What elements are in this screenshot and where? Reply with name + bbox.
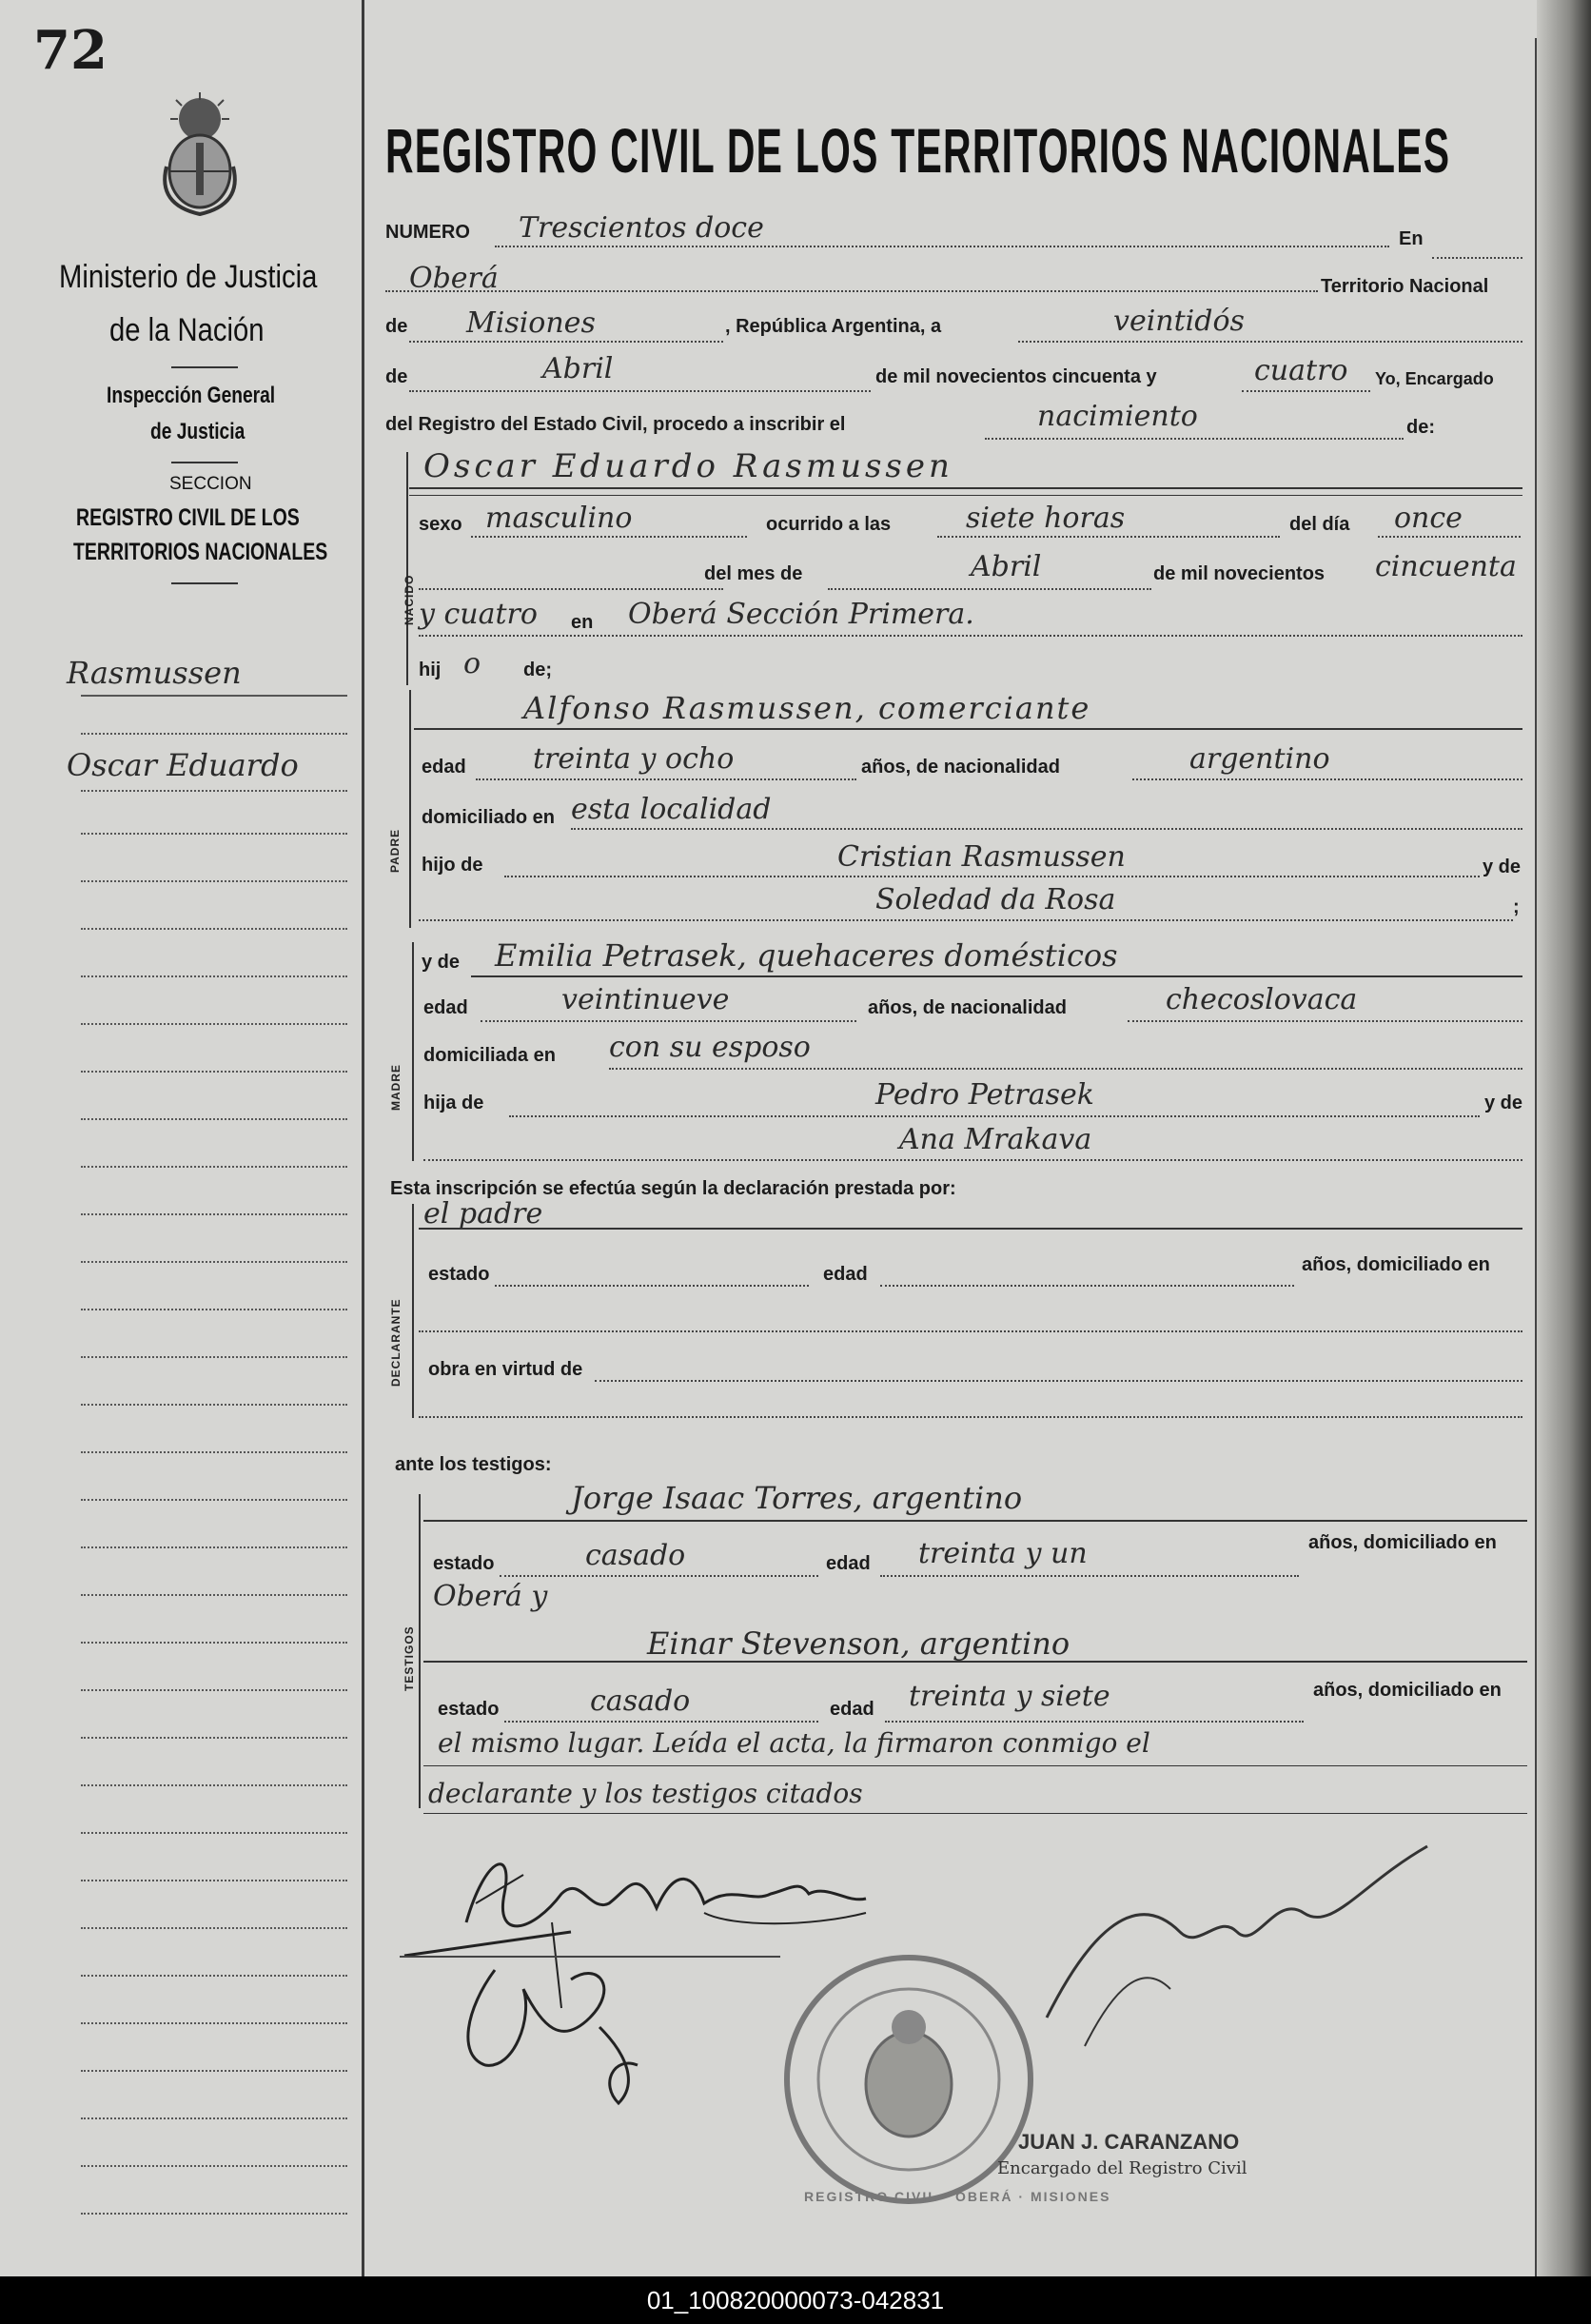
madre-domiciliada-label: domiciliada en xyxy=(423,1045,556,1066)
madre-edad-line xyxy=(481,1020,856,1022)
padre-father-line xyxy=(504,876,1480,877)
dia-line xyxy=(1378,536,1521,538)
nacido-en-label: en xyxy=(571,612,594,633)
seal-text: REGISTRO CIVIL · OBERÁ · MISIONES xyxy=(804,2189,1111,2204)
nacido-line-2a xyxy=(419,588,723,590)
section-line2: TERRITORIOS NACIONALES xyxy=(73,539,328,565)
madre-name: Emilia Petrasek, quehaceres domésticos xyxy=(495,937,1118,974)
declarante-name: el padre xyxy=(423,1197,543,1231)
right-border xyxy=(1535,38,1537,2276)
declarante-line-2 xyxy=(419,1330,1522,1332)
declarante-name-line xyxy=(419,1228,1522,1230)
witness-1-domicilio: Oberá y xyxy=(433,1580,548,1613)
nacido-place-value: Oberá Sección Primera. xyxy=(628,598,974,631)
sexo-line xyxy=(471,536,747,538)
closing-line-2: declarante y los testigos citados xyxy=(428,1778,863,1809)
ministry-line1: Ministerio de Justicia xyxy=(59,259,318,295)
inspection-line2: de Justicia xyxy=(150,419,246,444)
declarante-obra-label: obra en virtud de xyxy=(428,1359,583,1380)
sig-area-line-1 xyxy=(400,1956,780,1958)
padre-edad-label: edad xyxy=(422,757,466,778)
main-title: REGISTRO CIVIL DE LOS TERRITORIOS NACIONALES xyxy=(385,115,1451,186)
del-dia-label: del día xyxy=(1289,514,1350,535)
day-line xyxy=(1018,341,1522,343)
del-mes-label: del mes de xyxy=(704,563,803,584)
witness-1-line xyxy=(423,1520,1527,1522)
declarante-anos-label: años, domiciliado en xyxy=(1302,1254,1490,1275)
ocurrido-label: ocurrido a las xyxy=(766,514,892,535)
left-divider-2 xyxy=(171,462,238,463)
madre-bracket xyxy=(412,942,414,1161)
mil-label: de mil novecientos xyxy=(1153,563,1326,584)
testigos-edad-label: edad xyxy=(826,1553,871,1574)
testigos-intro: ante los testigos: xyxy=(395,1454,552,1475)
year-value: cuatro xyxy=(1254,354,1348,387)
numero-label: NUMERO xyxy=(385,222,470,243)
numero-line xyxy=(495,246,1389,247)
en-label: En xyxy=(1399,228,1424,249)
padre-nacionalidad-label: años, de nacionalidad xyxy=(861,757,1060,778)
act-line xyxy=(985,438,1404,440)
sexo-label: sexo xyxy=(419,514,462,535)
inspection-line1: Inspección General xyxy=(107,383,276,408)
madre-section-label: MADRE xyxy=(389,1064,403,1111)
padre-domiciliado-label: domiciliado en xyxy=(422,807,556,828)
territory-line xyxy=(409,341,723,343)
madre-name-line xyxy=(471,975,1522,977)
witness-1-edad: treinta y un xyxy=(918,1537,1088,1570)
ministry-line2: de la Nación xyxy=(109,312,265,348)
nacido-place-line xyxy=(419,635,1522,637)
de-label: de xyxy=(385,316,408,337)
madre-mother-line xyxy=(423,1159,1522,1161)
declarante-estado-label: estado xyxy=(428,1264,490,1285)
declarante-bracket xyxy=(412,1204,414,1418)
hij-value: o xyxy=(463,647,481,680)
testigos-edad-label-2: edad xyxy=(830,1699,874,1720)
testigos-section-label: TESTIGOS xyxy=(403,1625,416,1691)
nacido-name-line xyxy=(409,487,1522,489)
nacido-section-label: NACIDO xyxy=(403,574,416,625)
witness-1-edad-line xyxy=(880,1575,1299,1577)
padre-edad-line xyxy=(476,778,856,780)
dia-value: once xyxy=(1394,502,1463,535)
madre-mother-value: Ana Mrakava xyxy=(899,1123,1092,1156)
madre-father-value: Pedro Petrasek xyxy=(875,1078,1094,1112)
section-label: SECCION xyxy=(169,474,252,494)
section-line1: REGISTRO CIVIL DE LOS xyxy=(76,504,300,531)
republica-label: , República Argentina, a xyxy=(725,316,942,337)
witness-1: Jorge Isaac Torres, argentino xyxy=(571,1480,1023,1516)
image-id-footer: 01_100820000073-042831 xyxy=(0,2276,1591,2324)
madre-yde-label-2: y de xyxy=(1484,1093,1523,1113)
de-colon: de: xyxy=(1406,417,1435,438)
witness-2-line xyxy=(423,1661,1527,1663)
madre-yde-label: y de xyxy=(422,952,461,973)
month-value: Abril xyxy=(542,352,614,385)
testigos-estado-label: estado xyxy=(433,1553,495,1574)
padre-semicolon: ; xyxy=(1513,896,1520,917)
en-line xyxy=(1432,257,1522,259)
mes-value: Abril xyxy=(971,550,1042,583)
closing-line-1: el mismo lugar. Leída el acta, la firmaron conmigo el xyxy=(438,1727,1150,1759)
year-label: de mil novecientos cincuenta y xyxy=(875,366,1157,387)
testigos-bracket xyxy=(419,1494,421,1808)
testigos-anos-label: años, domiciliado en xyxy=(1308,1532,1497,1553)
declarante-section-label: DECLARANTE xyxy=(389,1298,403,1387)
padre-name: Alfonso Rasmussen, comerciante xyxy=(523,690,1091,726)
padre-edad-value: treinta y ocho xyxy=(533,742,735,776)
padre-mother-value: Soledad da Rosa xyxy=(875,883,1116,916)
madre-domicilio-value: con su esposo xyxy=(609,1031,811,1064)
act-type: nacimiento xyxy=(1037,400,1198,433)
numero-value: Trescientos doce xyxy=(519,211,764,245)
witness-2-edad-line xyxy=(885,1721,1304,1723)
madre-edad-label: edad xyxy=(423,997,468,1018)
place-value: Oberá xyxy=(409,262,499,295)
year-line xyxy=(1242,390,1370,392)
hij-label: hij xyxy=(419,660,442,680)
official-title: Encargado del Registro Civil xyxy=(997,2158,1247,2178)
nacido-full-name: Oscar Eduardo Rasmussen xyxy=(423,447,953,485)
padre-hijo-de-label: hijo de xyxy=(422,855,483,876)
declarante-edad-line xyxy=(880,1285,1294,1287)
sexo-value: masculino xyxy=(485,502,633,535)
hour-line xyxy=(937,536,1280,538)
madre-nacionalidad-label: años, de nacionalidad xyxy=(868,997,1067,1018)
yo-label: Yo, Encargado xyxy=(1375,369,1494,388)
padre-domicilio-line xyxy=(571,828,1522,830)
madre-edad-value: veintinueve xyxy=(561,983,730,1016)
madre-father-line xyxy=(509,1115,1480,1117)
left-given-names: Oscar Eduardo xyxy=(67,747,299,783)
left-divider-3 xyxy=(171,582,238,584)
madre-nacionalidad-value: checoslovaca xyxy=(1166,983,1358,1016)
nacido-name-line-2 xyxy=(409,495,1522,496)
witness-1-estado-line xyxy=(500,1575,818,1577)
declarante-edad-label: edad xyxy=(823,1264,868,1285)
book-edge xyxy=(1537,0,1591,2276)
testigos-estado-label-2: estado xyxy=(438,1699,500,1720)
nacido-de-label: de; xyxy=(523,660,552,680)
mes-line xyxy=(828,588,1151,590)
de-label-2: de xyxy=(385,366,408,387)
nacido-year-value: cincuenta xyxy=(1375,550,1517,583)
closing-rule-2 xyxy=(423,1813,1527,1814)
madre-nacionalidad-line xyxy=(1128,1020,1522,1022)
procedo-label: del Registro del Estado Civil, procedo a inscribir el xyxy=(385,414,846,435)
witness-2-edad: treinta y siete xyxy=(909,1680,1110,1713)
nacido-year-value-2: y cuatro xyxy=(419,598,538,631)
declarante-intro: Esta inscripción se efectúa según la declaración prestada por: xyxy=(390,1178,956,1199)
padre-nacionalidad-value: argentino xyxy=(1189,742,1330,776)
territorio-label: Territorio Nacional xyxy=(1321,276,1489,297)
witness-2-estado: casado xyxy=(590,1684,691,1718)
territory-value: Misiones xyxy=(466,306,596,340)
padre-father-value: Cristian Rasmussen xyxy=(837,840,1126,874)
madre-domicilio-line xyxy=(609,1068,1522,1070)
declarante-obra-line xyxy=(595,1380,1522,1382)
testigos-anos-label-2: años, domiciliado en xyxy=(1313,1680,1502,1701)
place-line xyxy=(385,290,1318,292)
month-line xyxy=(409,390,871,392)
coat-of-arms-icon xyxy=(157,90,243,224)
panel-divider xyxy=(362,0,364,2276)
padre-section-label: PADRE xyxy=(388,828,402,873)
padre-nacionalidad-line xyxy=(1132,778,1522,780)
padre-yde-label: y de xyxy=(1483,857,1522,877)
left-divider-1 xyxy=(171,366,238,368)
page-number: 72 xyxy=(33,19,108,82)
hour-value: siete horas xyxy=(966,502,1126,535)
padre-mother-line xyxy=(419,919,1513,921)
madre-hija-de-label: hija de xyxy=(423,1093,484,1113)
padre-bracket xyxy=(409,690,411,928)
witness-1-estado: casado xyxy=(585,1539,686,1572)
witness-2-estado-line xyxy=(504,1721,818,1723)
declarante-estado-line xyxy=(495,1285,809,1287)
day-value: veintidós xyxy=(1113,305,1245,338)
witness-signature-1 xyxy=(400,1913,714,2113)
witness-signature-2 xyxy=(1028,1827,1446,2056)
official-name: JUAN J. CARANZANO xyxy=(1018,2130,1240,2154)
left-surname: Rasmussen xyxy=(67,655,242,691)
witness-2: Einar Stevenson, argentino xyxy=(647,1625,1070,1662)
padre-name-line xyxy=(414,728,1522,730)
declarante-line-3 xyxy=(419,1416,1522,1418)
closing-rule-1 xyxy=(423,1765,1527,1766)
padre-domicilio-value: esta localidad xyxy=(571,793,772,826)
